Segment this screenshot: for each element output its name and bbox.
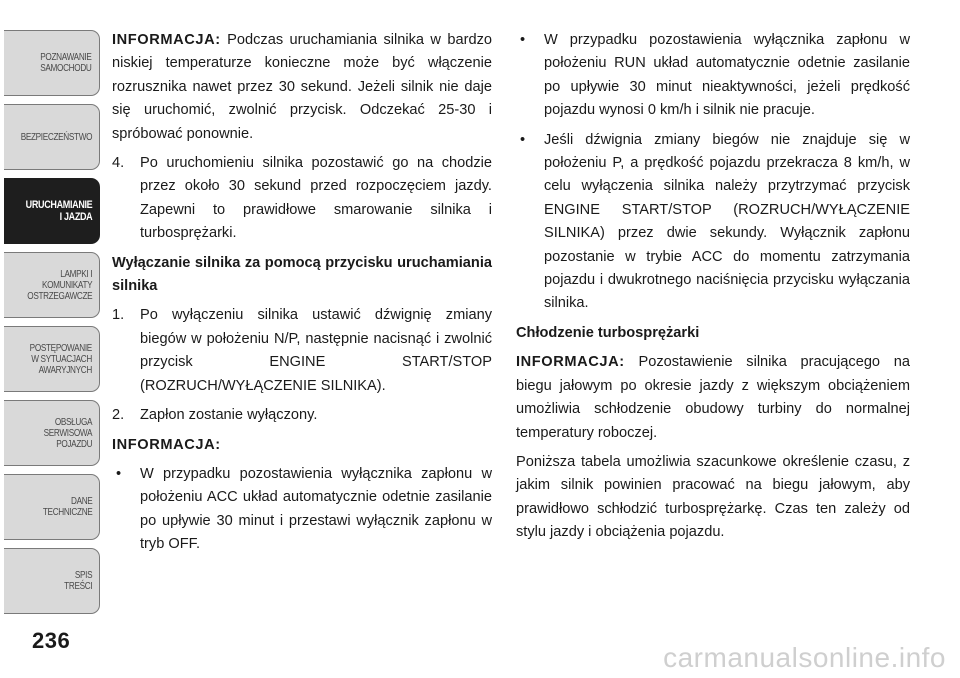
chapter-sidebar bbox=[0, 0, 102, 678]
step-number: 1. bbox=[112, 307, 125, 324]
note-paragraph bbox=[516, 351, 910, 445]
note-paragraph bbox=[112, 29, 492, 146]
step-text: Zapłon zostanie wyłączony. bbox=[140, 407, 318, 424]
tab-label: POZNAWANIE SAMOCHODU bbox=[40, 52, 92, 74]
section-heading: Chłodzenie turbosprężarki bbox=[516, 324, 700, 341]
page-number: 236 bbox=[32, 628, 71, 653]
tab-label: OBSŁUGA SERWISOWA POJAZDU bbox=[43, 416, 92, 450]
tab-poznawanie-samochodu[interactable] bbox=[4, 30, 100, 96]
section-heading: Wyłączanie silnika za pomocą przycisku uruchamiania silnika bbox=[112, 254, 492, 295]
list-item bbox=[112, 304, 492, 398]
bullet-icon: • bbox=[116, 465, 122, 482]
bullet-text: W przypadku pozostawienia wyłącznika zapłonu w położeniu ACC układ automatycznie odetnie zasilanie po upływie 30 minut i przestawi wyłącznik zapłonu w tryb OFF. bbox=[140, 465, 492, 553]
step-text: Po wyłączeniu silnika ustawić dźwignię zmiany biegów w położeniu N/P, następnie nacisnąć i zwolnić przycisk ENGINE START/STOP (ROZRUCH/WYŁĄCZENIE SILNIKA). bbox=[140, 307, 492, 394]
start-steps-list bbox=[112, 152, 492, 246]
tab-label: SPIS TREŚCI bbox=[63, 570, 92, 592]
list-item bbox=[112, 463, 492, 557]
note-text: Podczas uruchamiania silnika w bardzo niskiej temperaturze konieczne może być włączenie rozrusznika nawet przez 30 sekund. Jeżeli silnik nie daje się uruchomić, zwolnić przycisk. Odczekać 25-30 i spróbować ponownie. bbox=[112, 32, 492, 142]
step-number: 2. bbox=[112, 407, 125, 424]
note-text: Pozostawienie silnika pracującego na biegu jałowym po okresie jazdy z większym obciążeniem umożliwia schłodzenie obudowy turbiny do normalnej temperatury roboczej. bbox=[516, 354, 910, 441]
list-item bbox=[112, 404, 492, 427]
list-item bbox=[516, 29, 910, 123]
bullet-icon: • bbox=[520, 131, 526, 148]
note-paragraph bbox=[112, 434, 492, 457]
bullet-text: Jeśli dźwignia zmiany biegów nie znajduje się w położeniu P, a prędkość pojazdu przekracza 8 km/h, w celu wyłączenia silnika należy przytrzymać przycisk ENGINE START/STOP (ROZRUCH/WYŁĄCZENIE SILNIKA) przez dwie sekundy. Wyłącznik zapłonu pozostanie w trybie ACC do momentu zatrzymania pojazdu i dwukrotnego naciśnięcia przycisku wyłączania silnika. bbox=[544, 131, 910, 312]
tab-label: POSTĘPOWANIE W SYTUACJACH AWARYJNYCH bbox=[29, 342, 92, 376]
note-bullet-list bbox=[112, 463, 492, 557]
step-number: 4. bbox=[112, 155, 125, 172]
note-label: INFORMACJA: bbox=[112, 32, 221, 48]
tab-label: URUCHAMIANIE I JAZDA bbox=[25, 199, 92, 223]
note-label: INFORMACJA: bbox=[112, 436, 221, 453]
list-item bbox=[112, 152, 492, 246]
list-item bbox=[516, 129, 910, 316]
tab-label: DANE TECHNICZNE bbox=[42, 496, 92, 518]
right-column bbox=[516, 29, 910, 551]
tab-obsluga-serwisowa[interactable] bbox=[4, 400, 100, 466]
bullet-icon: • bbox=[520, 32, 526, 48]
bullet-text: W przypadku pozostawienia wyłącznika zapłonu w położeniu RUN układ automatycznie odetnie zasilanie po upływie 30 minut nieaktywności, jeżeli prędkość pojazdu wynosi 0 km/h i silnik nie pracuje. bbox=[544, 32, 910, 119]
tab-postepowanie-awaryjne[interactable] bbox=[4, 326, 100, 392]
left-column bbox=[112, 29, 492, 563]
note-label: INFORMACJA: bbox=[516, 354, 625, 371]
watermark: carmanualsonline.info bbox=[663, 642, 946, 673]
tab-lampki-i-komunikaty[interactable] bbox=[4, 252, 100, 318]
tab-bezpieczenstwo[interactable] bbox=[4, 104, 100, 170]
tab-label: BEZPIECZEŃSTWO bbox=[20, 131, 92, 143]
step-text: Po uruchomieniu silnika pozostawić go na chodzie przez około 30 sekund przed rozpoczęciem jazdy. Zapewni to prawidłowe smarowanie silnika i turbosprężarki. bbox=[140, 155, 492, 242]
body-paragraph: Poniższa tabela umożliwia szacunkowe określenie czasu, z jakim silnik powinien pracować na biegu jałowym, aby prawidłowo schłodzić turbosprężarkę. Czas ten zależy od stylu jazdy i obciążenia pojazdu. bbox=[516, 453, 910, 541]
note-bullet-list bbox=[516, 29, 910, 316]
stop-steps-list bbox=[112, 304, 492, 427]
tab-spis-tresci[interactable] bbox=[4, 548, 100, 614]
tab-uruchamianie-i-jazda[interactable] bbox=[4, 178, 100, 244]
tab-label: LAMPKI I KOMUNIKATY OSTRZEGAWCZE bbox=[26, 268, 92, 302]
tab-dane-techniczne[interactable] bbox=[4, 474, 100, 540]
